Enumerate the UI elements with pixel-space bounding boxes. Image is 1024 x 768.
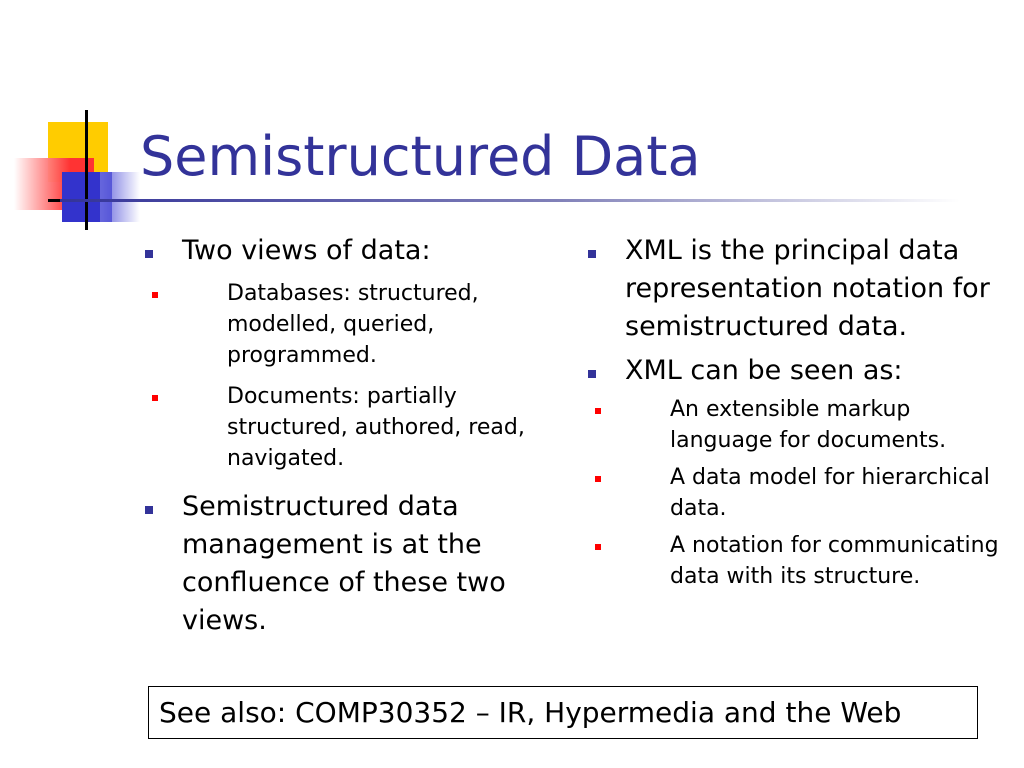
bullet-text: Two views of data: (182, 235, 431, 266)
bullet-item (145, 488, 555, 640)
bullet-square-icon (588, 370, 596, 378)
sub-bullet-text: A notation for communicating data with its structure. (670, 533, 999, 589)
sub-bullet-item (100, 278, 555, 371)
bullet-text: XML can be seen as: (625, 355, 903, 386)
bullet-text: Semistructured data management is at the confluence of these two views. (182, 491, 506, 636)
sub-bullet-text: A data model for hierarchical data. (670, 465, 990, 521)
sub-bullet-item (543, 530, 1008, 592)
sub-bullet-item (543, 462, 1008, 524)
sub-bullet-square-icon (152, 395, 158, 401)
bullet-item (588, 352, 1008, 390)
right-column (588, 232, 1008, 598)
logo-vertical-line (85, 110, 88, 230)
sub-bullet-text: Documents: partially structured, authored, read, navigated. (227, 384, 525, 471)
left-column (145, 232, 555, 648)
sub-bullet-item (543, 394, 1008, 456)
bullet-item (145, 232, 555, 270)
bullet-text: XML is the principal data representation notation for semistructured data. (625, 235, 990, 342)
sub-bullet-square-icon (595, 544, 601, 550)
sub-bullet-text: Databases: structured, modelled, queried, programmed. (227, 281, 479, 368)
bullet-square-icon (588, 250, 596, 258)
sub-bullet-square-icon (152, 292, 158, 298)
slide-logo (0, 0, 160, 240)
sub-bullet-square-icon (595, 408, 601, 414)
bullet-square-icon (145, 506, 153, 514)
slide-title: Semistructured Data (140, 125, 701, 188)
sub-bullet-text: An extensible markup language for documents. (670, 397, 947, 453)
bullet-item (588, 232, 1008, 346)
see-also-box: See also: COMP30352 – IR, Hypermedia and the Web (148, 686, 978, 739)
sub-bullet-square-icon (595, 476, 601, 482)
logo-blue-fade (100, 172, 140, 222)
bullet-square-icon (145, 250, 153, 258)
sub-bullet-item (100, 381, 555, 474)
title-underline (60, 199, 960, 202)
